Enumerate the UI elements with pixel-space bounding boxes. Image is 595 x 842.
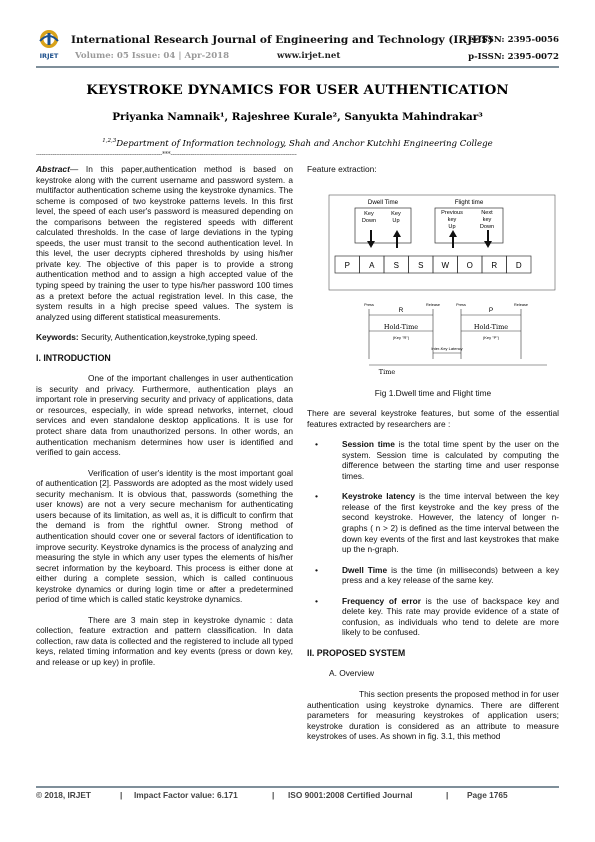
dwell-key-up-2: Up <box>392 217 400 224</box>
section-heading-introduction: I. INTRODUCTION <box>36 352 111 363</box>
keywords-label: Keywords: <box>36 332 79 343</box>
letter-label: D <box>515 260 522 270</box>
timing-press-2: Press <box>456 302 466 307</box>
figure-caption: Fig 1.Dwell time and Flight time <box>374 387 492 398</box>
intro-paragraph-3: There are 3 main step in keystroke dynamic : data collection, feature extraction and pattern classification. In data collection, raw data is collected and the registered to include all typed keys, related timing information and key events (press or down key, and release or up key) in profile. <box>36 614 293 667</box>
feature-item <box>307 596 559 638</box>
dwell-key-down-1: Key <box>364 210 374 217</box>
journal-title: International Research Journal of Engineering and Technology (IRJET) <box>71 34 494 46</box>
feature-description: is the total time spent by the user on the system. Session time is calculated by computing the difference between the starting time and user response times. <box>342 439 559 481</box>
irjet-logo-icon <box>34 28 64 60</box>
figure-dwell-flight <box>307 181 559 381</box>
arrow-icons <box>367 230 492 248</box>
flight-prev-3: Up <box>448 223 456 230</box>
keywords-text: Security, Authentication,keystroke,typing speed. <box>78 332 258 343</box>
footer-rule <box>36 786 559 788</box>
bullet-icon: • <box>315 439 319 450</box>
feature-term: Frequency of error <box>342 595 422 606</box>
flight-prev-1: Previous <box>441 209 463 216</box>
footer-copyright: © 2018, IRJET <box>36 790 91 800</box>
letter-label: S <box>393 260 399 270</box>
issue-info: Volume: 05 Issue: 04 | Apr-2018 <box>75 51 230 61</box>
dwell-time-label: Dwell Time <box>367 198 399 206</box>
letter-label: S <box>418 260 424 270</box>
footer-page-number: Page 1765 <box>467 790 508 800</box>
paper-affiliation <box>0 138 595 149</box>
timing-interkey: Inter-Key Latency <box>431 345 463 351</box>
title-divider: ---------------------------------------------------------------------***--------------------------------------------------------------------- <box>36 151 297 158</box>
bullet-icon: • <box>315 564 319 575</box>
dwell-flight-diagram <box>307 181 559 381</box>
intro-paragraph-1: One of the important challenges in user authentication is security and privacy. Furthermore, authentication plays an important role in preserving security and privacy of applications, data or resources, especially, in wide spread networks, internet, cloud services and even standalone desktop applications. It is use for protect share data from unauthorized persons. In other words, an authentication mechanism determines how user is identified and verified to gain access. <box>36 373 293 458</box>
timing-hold-2-sub: (Key "P") <box>482 334 500 340</box>
dwell-key-down-2: Down <box>361 217 377 224</box>
bullet-icon: • <box>315 491 319 502</box>
timing-release-2: Release <box>514 302 528 307</box>
header-rule <box>36 66 559 68</box>
feature-description: is the time interval between the key release of the first keystroke and the key press of the second keystroke. However, the latency of longer n-graphs ( n > 2) is defined as the time interval between the down key events of the first and last keystrokes that make up the n-graph. <box>342 491 559 555</box>
abstract-text: — In this paper,authentication method is based on keystroke along with the current username and password system. a multifactor authentication scheme using the keystroke dynamics. The scheme is composed of two keystroke patterns levels. In this first level, the speed of each user's password is measured depending on the comparisons between the registered speeds with different calculated thresholds. In the case of large deviations in the typing speeds, the user must transit to the second authentication level. In this level, the user decrypts ciphered thresholds by using his/her private key. The objective of this paper is to provide a strong authentication method and to assign a high accepted value of the typing speed by training the user to type his/her password 100 times as a pretext before the actual registration level. In this case, the system results in a high precise speed values. The system is analyzed using different statistical measurements. <box>36 164 293 322</box>
feature-term: Session time <box>342 439 395 450</box>
journal-url[interactable]: www.irjet.net <box>277 51 341 61</box>
flight-next-2: key <box>482 216 492 223</box>
features-intro: There are several keystroke features, but some of the essential features extracted by researchers are : <box>307 408 559 429</box>
footer-separator: | <box>120 790 123 800</box>
letter-label: P <box>344 260 350 270</box>
bullet-icon: • <box>315 595 319 606</box>
letter-label: A <box>369 260 375 270</box>
journal-header <box>0 0 595 74</box>
timing-hold-1: Hold-Time <box>383 322 419 331</box>
flight-prev-2: key <box>447 216 457 223</box>
pissn: p-ISSN: 2395-0072 <box>468 52 559 62</box>
feature-description: is the use of backspace key and delete key. This rate may provide evidence of a state of confusion, as individuals who tend to delete are more likely to be confused. <box>342 595 560 638</box>
logo-text: IRJET <box>39 52 59 60</box>
feature-term: Dwell Time <box>342 564 388 575</box>
dwell-key-up-1: Key <box>391 210 401 217</box>
left-column <box>36 164 293 678</box>
letter-label: W <box>441 260 450 270</box>
feature-term: Keystroke latency <box>342 491 416 502</box>
feature-item <box>307 439 559 481</box>
abstract-label: Abstract <box>36 164 70 174</box>
timing-axis-label: Time <box>378 367 396 376</box>
paper-authors: Priyanka Namnaik¹, Rajeshree Kurale², Sanyukta Mahindrakar³ <box>112 111 483 123</box>
timing-key-p: P <box>488 306 494 314</box>
footer-iso: ISO 9001:2008 Certified Journal <box>288 790 413 800</box>
feature-item <box>307 491 559 554</box>
flight-time-label: Flight time <box>454 198 484 206</box>
timing-hold-2: Hold-Time <box>473 322 509 331</box>
footer-separator: | <box>272 790 275 800</box>
letter-label: R <box>491 260 498 270</box>
section-heading-proposed-system: II. PROPOSED SYSTEM <box>307 647 406 658</box>
flight-next-1: Next <box>481 209 493 216</box>
abstract <box>36 164 293 322</box>
letter-label: O <box>466 260 473 270</box>
affiliation-superscript: 1,2,3 <box>102 138 117 144</box>
features-list <box>307 439 559 638</box>
timing-key-r: R <box>398 306 404 314</box>
right-column <box>307 164 559 742</box>
subsection-heading-overview: A. Overview <box>329 668 374 679</box>
timing-press-1: Press <box>364 302 374 307</box>
timing-release-1: Release <box>426 302 440 307</box>
overview-paragraph: This section presents the proposed method in for user authentication using keystroke dynamics. There are different parameters for measuring keystrokes of application users; keystroke duration is considered as an attribute to measure keystrokes of uses. As shown in fig. 3.1, this method <box>307 689 559 742</box>
feature-description: is the time (in milliseconds) between a key press and a key release of the same key. <box>342 564 559 586</box>
timing-hold-1-sub: (Key "R") <box>392 334 410 340</box>
affiliation-text: Department of Information technology, Shah and Anchor Kutchhi Engineering College <box>116 138 493 149</box>
feature-item <box>307 565 559 586</box>
footer-impact-factor: Impact Factor value: 6.171 <box>134 790 238 800</box>
password-letters <box>335 256 531 273</box>
intro-paragraph-2: Verification of user's identity is the most important goal of authentication [2]. Passwords are adopted as the most widely used security mechanism. It is obvious that, passwords (something the user knows) are not a very secure mechanism for authenticating users because of its limitation, as well as, it is difficult to confirm that the demand is from the rightful owner. Strong method of authentication should cover one or several factors of identification to improve security. Keystroke dynamics is the process of analyzing and measuring the style in which any user types the elements of his/her secret information by the keyboard. This process is either done at either during a complete session, which is called continuous keystroke dynamics or during login time or after a predetermined period of time which is called static keystroke dynamics. <box>36 467 293 605</box>
flight-next-3: Down <box>479 223 495 230</box>
footer-separator: | <box>446 790 449 800</box>
keywords <box>36 332 293 343</box>
feature-extraction-label: Feature extraction: <box>307 164 377 174</box>
eissn: e-ISSN: 2395-0056 <box>468 35 559 45</box>
paper-title: KEYSTROKE DYNAMICS FOR USER AUTHENTICATION <box>86 82 509 98</box>
